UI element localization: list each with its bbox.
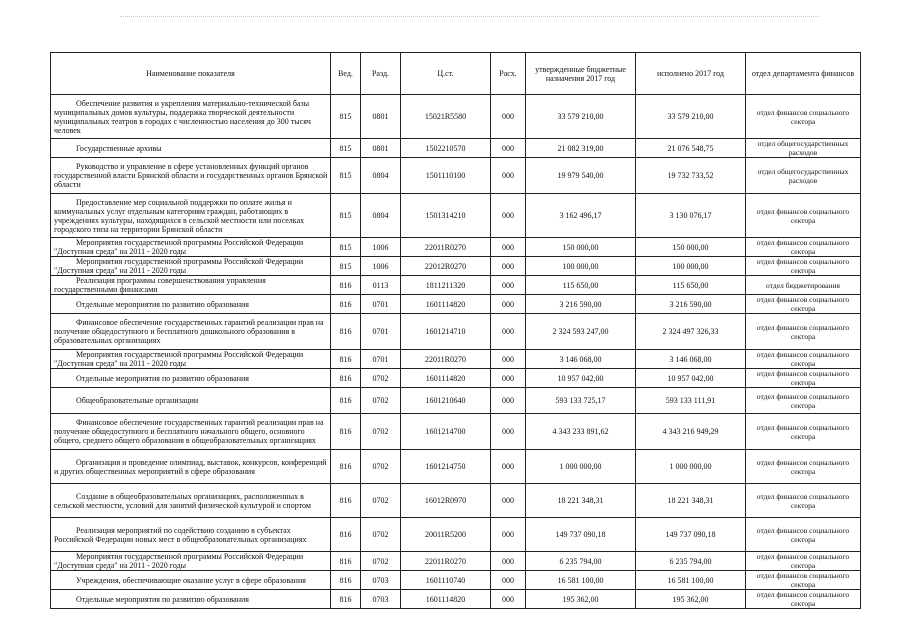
cell-executed: 1 000 000,00 [636,450,746,484]
cell-cst: 22011R0270 [401,350,491,369]
cell-name: Мероприятия государственной программы Российской Федерации "Доступная среда" на 2011 - 2020 годы [51,552,331,571]
cell-cst: 20011R5200 [401,518,491,552]
cell-dept: отдел финансов социального сектора [746,314,861,350]
cell-approved: 115 650,00 [526,276,636,295]
cell-approved: 3 216 590,00 [526,295,636,314]
cell-executed: 149 737 090,18 [636,518,746,552]
cell-name: Общеобразовательные организации [51,388,331,414]
cell-approved: 16 581 100,00 [526,571,636,590]
cell-executed: 3 130 076,17 [636,194,746,238]
header-approved: утвержденные бюджетные назначения 2017 год [526,53,636,95]
cell-approved: 195 362,00 [526,590,636,609]
cell-cst: 1601110740 [401,571,491,590]
cell-approved: 149 737 090,18 [526,518,636,552]
cell-razd: 0701 [361,314,401,350]
cell-ved: 816 [331,518,361,552]
cell-razd: 0702 [361,518,401,552]
cell-cst: 1601214700 [401,414,491,450]
table-row [51,571,861,590]
table-header-row [51,53,861,95]
table-row [51,518,861,552]
cell-name: Организация и проведение олимпиад, выставок, конкурсов, конференций и других общественных мероприятий в сфере образования [51,450,331,484]
cell-cst: 1502210570 [401,139,491,158]
cell-dept: отдел финансов социального сектора [746,350,861,369]
cell-razd: 1006 [361,238,401,257]
table-row [51,552,861,571]
cell-name: Реализация программы совершенствования управления государственными финансами [51,276,331,295]
cell-cst: 22011R0270 [401,238,491,257]
cell-executed: 150 000,00 [636,238,746,257]
cell-cst: 15021R5580 [401,95,491,139]
header-razd: Разд. [361,53,401,95]
cell-name: Учреждения, обеспечивающие оказание услуг в сфере образования [51,571,331,590]
cell-dept: отдел финансов социального сектора [746,484,861,518]
cell-cst: 1501110100 [401,158,491,194]
cell-name: Отдельные мероприятия по развитию образования [51,590,331,609]
cell-ved: 816 [331,369,361,388]
cell-executed: 16 581 100,00 [636,571,746,590]
cell-dept: отдел финансов социального сектора [746,518,861,552]
header-executed: исполнено 2017 год [636,53,746,95]
cell-executed: 2 324 497 326,33 [636,314,746,350]
cell-ved: 816 [331,276,361,295]
cell-cst: 1601114820 [401,295,491,314]
cell-name: Реализация мероприятий по содействию созданию в субъектах Российской Федерации новых мест в общеобразовательных организациях [51,518,331,552]
table-row [51,414,861,450]
cell-executed: 593 133 111,91 [636,388,746,414]
cell-approved: 19 979 540,00 [526,158,636,194]
header-cst: Ц.ст. [401,53,491,95]
cell-approved: 4 343 233 891,62 [526,414,636,450]
table-row [51,450,861,484]
cell-dept: отдел общегосударственных расходов [746,158,861,194]
cell-ved: 816 [331,314,361,350]
table-row [51,158,861,194]
cell-rash: 000 [491,276,526,295]
cell-name: Отдельные мероприятия по развитию образования [51,295,331,314]
cell-name: Создание в общеобразовательных организациях, расположенных в сельской местности, условий для занятий физической культурой и спортом [51,484,331,518]
cell-name: Финансовое обеспечение государственных гарантий реализации прав на получение общедоступного и бесплатного начального общего, основного общего, среднего общего образования в общеобразовательных организациях [51,414,331,450]
cell-executed: 4 343 216 949,29 [636,414,746,450]
cell-name: Обеспечение развития и укрепления материально-технической базы муниципальных домов культуры, поддержка творческой деятельности муниципальных театров в городах с численностью населения до 300 тысяч человек [51,95,331,139]
table-row [51,484,861,518]
cell-approved: 21 082 319,00 [526,139,636,158]
cell-rash: 000 [491,350,526,369]
cell-razd: 0702 [361,484,401,518]
cell-executed: 3 216 590,00 [636,295,746,314]
cell-dept: отдел финансов социального сектора [746,450,861,484]
cell-rash: 000 [491,257,526,276]
cell-ved: 816 [331,571,361,590]
cell-razd: 0702 [361,450,401,484]
header-ved: Вед. [331,53,361,95]
cell-razd: 1006 [361,257,401,276]
cell-dept: отдел финансов социального сектора [746,295,861,314]
cell-name: Государственные архивы [51,139,331,158]
cell-rash: 000 [491,238,526,257]
cell-approved: 2 324 593 247,00 [526,314,636,350]
cell-executed: 195 362,00 [636,590,746,609]
cell-executed: 3 146 068,00 [636,350,746,369]
budget-table [50,52,861,609]
cell-executed: 6 235 794,00 [636,552,746,571]
cell-dept: отдел финансов социального сектора [746,238,861,257]
cell-rash: 000 [491,158,526,194]
cell-ved: 816 [331,295,361,314]
cell-razd: 0804 [361,158,401,194]
cell-ved: 815 [331,95,361,139]
cell-dept: отдел бюджетирования [746,276,861,295]
table-row [51,139,861,158]
cell-ved: 816 [331,590,361,609]
cell-name: Руководство и управление в сфере установленных функций органов государственной власти Брянской области и государственных органов Брянской области [51,158,331,194]
table-row [51,194,861,238]
cell-razd: 0702 [361,552,401,571]
cell-razd: 0703 [361,590,401,609]
cell-razd: 0804 [361,194,401,238]
cell-dept: отдел финансов социального сектора [746,388,861,414]
table-row [51,369,861,388]
cell-razd: 0801 [361,95,401,139]
cell-approved: 100 000,00 [526,257,636,276]
cell-name: Мероприятия государственной программы Российской Федерации "Доступная среда" на 2011 - 2020 годы [51,238,331,257]
cell-approved: 593 133 725,17 [526,388,636,414]
cell-ved: 816 [331,450,361,484]
cell-ved: 815 [331,158,361,194]
table-body [51,95,861,609]
cell-rash: 000 [491,194,526,238]
cell-dept: отдел финансов социального сектора [746,95,861,139]
cell-executed: 21 076 548,75 [636,139,746,158]
table-row [51,257,861,276]
header-dept: отдел департамента финансов [746,53,861,95]
cell-executed: 10 957 042,00 [636,369,746,388]
cell-dept: отдел финансов социального сектора [746,414,861,450]
cell-approved: 33 579 210,00 [526,95,636,139]
cell-ved: 816 [331,350,361,369]
cell-rash: 000 [491,95,526,139]
cell-approved: 18 221 348,31 [526,484,636,518]
cell-ved: 816 [331,484,361,518]
cell-rash: 000 [491,484,526,518]
cell-razd: 0701 [361,350,401,369]
scan-artifact-line [120,16,820,21]
cell-razd: 0801 [361,139,401,158]
cell-razd: 0702 [361,388,401,414]
cell-cst: 22011R0270 [401,552,491,571]
cell-name: Предоставление мер социальной поддержки по оплате жилья и коммунальных услуг отдельным категориям граждан, работающих в учреждениях культуры, находящихся в сельской местности или поселках городского типа на территории Брянской области [51,194,331,238]
cell-rash: 000 [491,552,526,571]
cell-dept: отдел финансов социального сектора [746,590,861,609]
cell-rash: 000 [491,369,526,388]
table-row [51,95,861,139]
cell-executed: 100 000,00 [636,257,746,276]
cell-approved: 150 000,00 [526,238,636,257]
cell-approved: 3 162 496,17 [526,194,636,238]
cell-executed: 18 221 348,31 [636,484,746,518]
table-row [51,388,861,414]
cell-rash: 000 [491,450,526,484]
cell-cst: 1601210640 [401,388,491,414]
table-row [51,238,861,257]
cell-approved: 6 235 794,00 [526,552,636,571]
cell-rash: 000 [491,295,526,314]
cell-rash: 000 [491,139,526,158]
cell-cst: 22012R0270 [401,257,491,276]
cell-ved: 815 [331,238,361,257]
cell-approved: 10 957 042,00 [526,369,636,388]
header-name: Наименование показателя [51,53,331,95]
cell-dept: отдел финансов социального сектора [746,194,861,238]
header-rash: Расх. [491,53,526,95]
cell-razd: 0113 [361,276,401,295]
cell-ved: 816 [331,552,361,571]
table-row [51,314,861,350]
cell-name: Отдельные мероприятия по развитию образования [51,369,331,388]
cell-dept: отдел финансов социального сектора [746,571,861,590]
cell-rash: 000 [491,590,526,609]
cell-rash: 000 [491,571,526,590]
cell-razd: 0701 [361,295,401,314]
cell-name: Мероприятия государственной программы Российской Федерации "Доступная среда" на 2011 - 2020 годы [51,350,331,369]
cell-ved: 815 [331,194,361,238]
table-row [51,295,861,314]
cell-rash: 000 [491,414,526,450]
cell-executed: 19 732 733,52 [636,158,746,194]
cell-name: Мероприятия государственной программы Российской Федерации "Доступная среда" на 2011 - 2020 годы [51,257,331,276]
cell-name: Финансовое обеспечение государственных гарантий реализации прав на получение общедоступного и бесплатного дошкольного образования в образовательных организациях [51,314,331,350]
cell-dept: отдел общегосударственных расходов [746,139,861,158]
cell-approved: 1 000 000,00 [526,450,636,484]
table-row [51,276,861,295]
cell-razd: 0702 [361,369,401,388]
table-row [51,590,861,609]
cell-executed: 115 650,00 [636,276,746,295]
cell-cst: 1601114820 [401,369,491,388]
cell-cst: 16012R0970 [401,484,491,518]
cell-approved: 3 146 068,00 [526,350,636,369]
cell-dept: отдел финансов социального сектора [746,257,861,276]
cell-cst: 1811211320 [401,276,491,295]
cell-ved: 815 [331,257,361,276]
cell-rash: 000 [491,388,526,414]
cell-razd: 0703 [361,571,401,590]
cell-ved: 816 [331,414,361,450]
cell-dept: отдел финансов социального сектора [746,369,861,388]
cell-cst: 1601214710 [401,314,491,350]
cell-executed: 33 579 210,00 [636,95,746,139]
cell-cst: 1501314210 [401,194,491,238]
cell-rash: 000 [491,518,526,552]
cell-razd: 0702 [361,414,401,450]
cell-cst: 1601214750 [401,450,491,484]
cell-dept: отдел финансов социального сектора [746,552,861,571]
cell-ved: 816 [331,388,361,414]
cell-rash: 000 [491,314,526,350]
cell-ved: 815 [331,139,361,158]
table-row [51,350,861,369]
cell-cst: 1601114820 [401,590,491,609]
